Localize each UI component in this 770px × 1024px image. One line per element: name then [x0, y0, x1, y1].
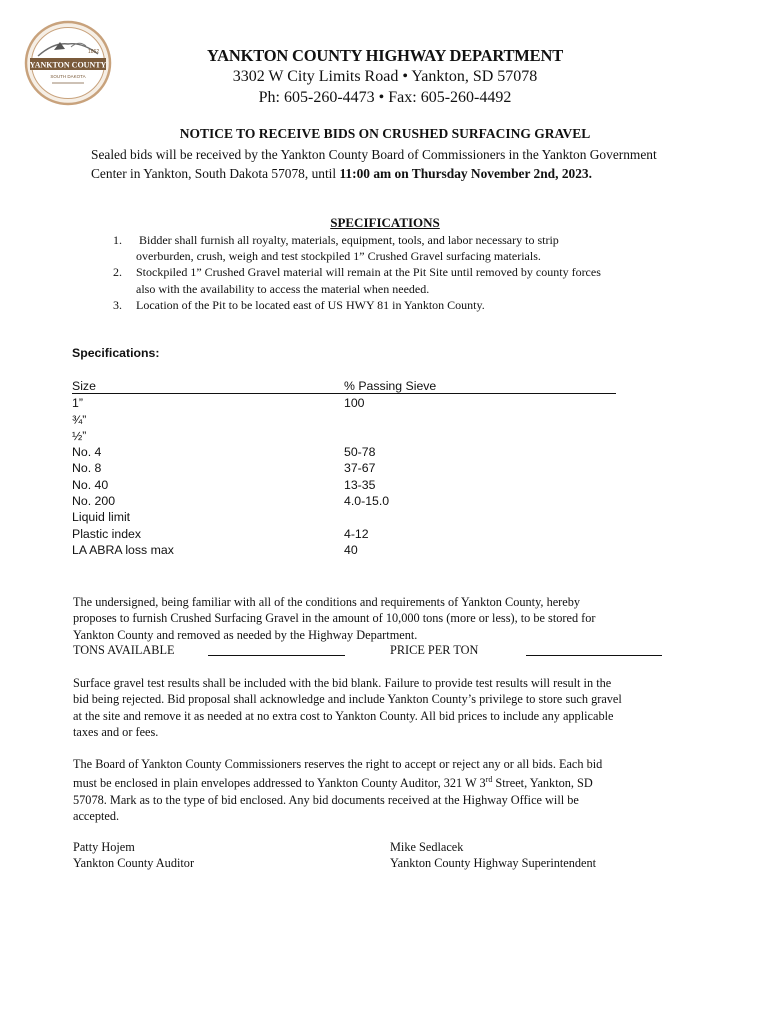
ordinal-suffix: rd [485, 775, 493, 785]
table-row-size: 1” [72, 396, 83, 410]
specifications-table-label: Specifications: [72, 346, 160, 360]
table-row-value: 4.0-15.0 [344, 494, 390, 508]
table-row-size: ¾” [72, 413, 87, 427]
paragraph-text: must be enclosed in plain envelopes addressed to Yankton County Auditor, 321 W 3 [73, 776, 486, 791]
table-row-size: ½” [72, 429, 87, 443]
passing-column-header: % Passing Sieve [344, 379, 437, 393]
spec-item-number: 2. [113, 265, 122, 279]
logo-name: YANKTON COUNTY [29, 60, 107, 70]
spec-item-line: overburden, crush, weigh and test stockpiled 1” Crushed Gravel surfacing materials. [136, 249, 541, 263]
passing-header-underline [344, 393, 616, 394]
bid-proposal-paragraph [73, 594, 713, 643]
paragraph-text: Street, Yankton, SD [492, 776, 593, 791]
notice-title: NOTICE TO RECEIVE BIDS ON CRUSHED SURFACING GRAVEL [179, 126, 591, 141]
paragraph-line: The undersigned, being familiar with all of the conditions and requirements of Yankton County, hereby [73, 595, 581, 609]
price-per-ton-blank[interactable] [526, 655, 662, 656]
spec-item-line: Stockpiled 1” Crushed Gravel material will remain at the Pit Site until removed by county forces [136, 265, 601, 279]
department-phone-fax: Ph: 605-260-4473 • Fax: 605-260-4492 [258, 89, 512, 106]
test-results-paragraph [73, 675, 713, 741]
tons-available-blank[interactable] [208, 655, 345, 656]
paragraph-line [73, 772, 713, 792]
spec-item-line: also with the availability to access the material when needed. [136, 282, 430, 296]
table-row-value: 40 [344, 543, 358, 557]
paragraph-line: proposes to furnish Crushed Surfacing Gravel in the amount of 10,000 tons (more or less), to be stored for [73, 611, 596, 626]
size-header-underline [72, 393, 344, 394]
table-row-size: No. 4 [72, 445, 102, 459]
logo-year: 1862 [88, 49, 100, 55]
price-per-ton-label: PRICE PER TON [390, 643, 479, 657]
table-row-size: Liquid limit [72, 510, 131, 524]
table-row-value: 4-12 [344, 527, 369, 541]
paragraph-line: bid being rejected. Bid proposal shall acknowledge and include Yankton County’s privilege to store such gravel [73, 692, 622, 707]
board-rights-paragraph [73, 756, 713, 825]
paragraph-line: accepted. [73, 809, 120, 824]
table-row-size: LA ABRA loss max [72, 543, 174, 557]
spec-item-line: Bidder shall furnish all royalty, materials, equipment, tools, and labor necessary to strip [139, 233, 559, 247]
table-row-size: No. 200 [72, 494, 116, 508]
table-row-size: No. 40 [72, 478, 109, 492]
department-title: YANKTON COUNTY HIGHWAY DEPARTMENT [206, 46, 564, 65]
notice-body-text: Sealed bids will be received by the Yankton County Board of Commissioners in the Yankton Government Center in Yankton, South Dakota 57078, until [91, 147, 657, 181]
paragraph-line: The Board of Yankton County Commissioners reserves the right to accept or reject any or all bids. Each bid [73, 757, 603, 771]
table-row-value: 37-67 [344, 461, 376, 475]
superintendent-name: Mike Sedlacek [390, 840, 464, 854]
paragraph-line: Yankton County and removed as needed by the Highway Department. [73, 627, 418, 642]
paragraph-line: 57078. Mark as to the type of bid enclosed. Any bid documents received at the Highway Office will be [73, 792, 579, 807]
bid-deadline: 11:00 am on Thursday November 2nd, 2023. [339, 166, 592, 181]
auditor-title: Yankton County Auditor [73, 856, 195, 870]
tons-available-label: TONS AVAILABLE [73, 643, 175, 657]
superintendent-title: Yankton County Highway Superintendent [390, 856, 597, 870]
paragraph-line: taxes and or fees. [73, 725, 159, 740]
auditor-name: Patty Hojem [73, 840, 135, 854]
paragraph-line: at the site and remove it as needed at no extra cost to Yankton County. All bid prices to include any applicable [73, 708, 614, 723]
department-address: 3302 W City Limits Road • Yankton, SD 57078 [232, 68, 538, 85]
table-row-value: 100 [344, 396, 365, 410]
logo-state: SOUTH DAKOTA [50, 74, 86, 79]
spec-item-number: 1. [113, 233, 122, 247]
spec-item-line: Location of the Pit to be located east of US HWY 81 in Yankton County. [136, 298, 485, 312]
paragraph-line: Surface gravel test results shall be included with the bid blank. Failure to provide test results will result in the [73, 676, 612, 690]
specifications-heading: SPECIFICATIONS [330, 215, 440, 230]
table-row-value: 50-78 [344, 445, 376, 459]
table-row-size: Plastic index [72, 527, 142, 541]
size-column-header: Size [72, 379, 96, 393]
spec-item-number: 3. [113, 298, 122, 312]
table-row-value: 13-35 [344, 478, 376, 492]
notice-body [91, 145, 691, 183]
table-row-size: No. 8 [72, 461, 102, 475]
